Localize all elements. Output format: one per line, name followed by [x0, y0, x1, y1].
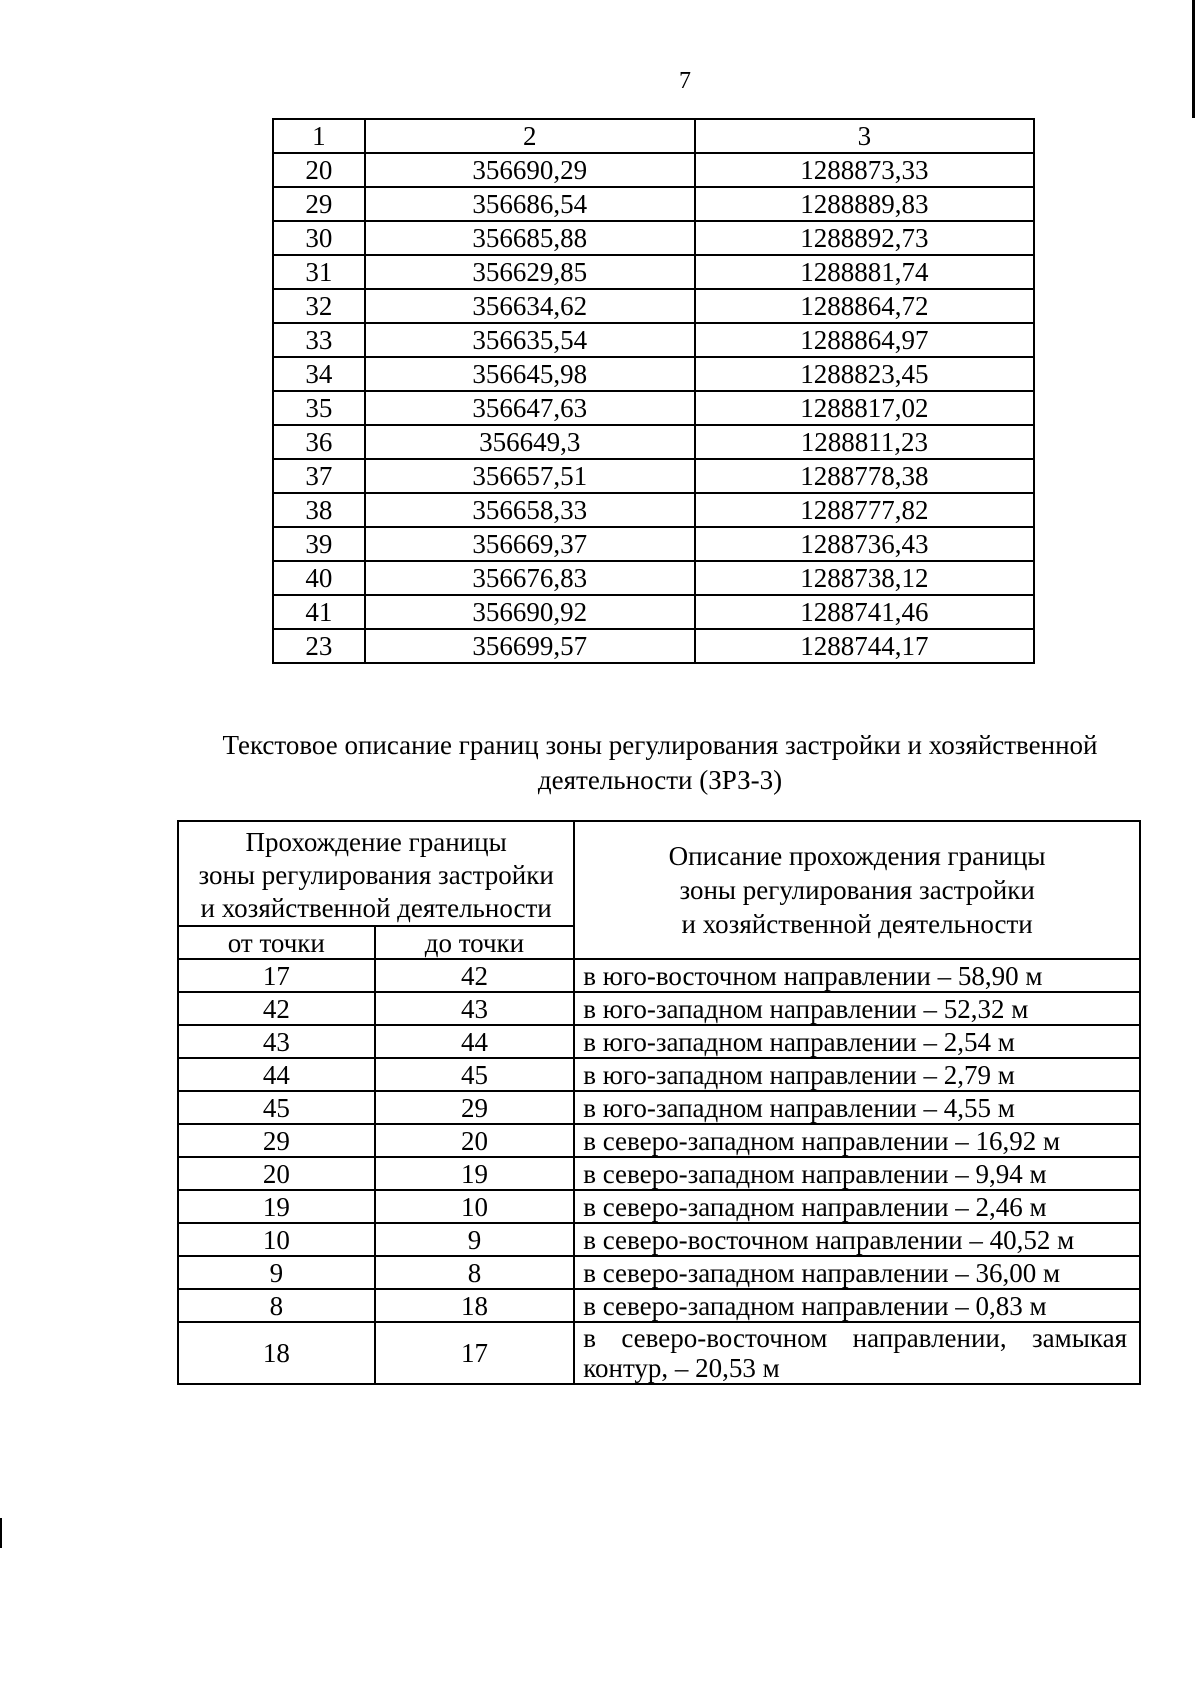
table-row — [178, 959, 1140, 992]
cell-to-point: 45 — [375, 1058, 575, 1091]
cell-from-point: 29 — [178, 1124, 375, 1157]
cell-to-point: 9 — [375, 1223, 575, 1256]
table-row — [178, 1025, 1140, 1058]
header-cell-y: 3 — [695, 119, 1034, 153]
boundary-table-body — [178, 821, 1140, 1384]
cell-point-number: 36 — [273, 425, 365, 459]
cell-description: в юго-восточном направлении – 58,90 м — [574, 959, 1140, 992]
cell-from-point: 44 — [178, 1058, 375, 1091]
cell-y-coordinate: 1288881,74 — [695, 255, 1034, 289]
cell-from-point: 9 — [178, 1256, 375, 1289]
table-header-row — [273, 119, 1034, 153]
cell-y-coordinate: 1288864,72 — [695, 289, 1034, 323]
cell-to-point: 29 — [375, 1091, 575, 1124]
cell-to-point: 20 — [375, 1124, 575, 1157]
cell-to-point: 10 — [375, 1190, 575, 1223]
cell-to-point: 44 — [375, 1025, 575, 1058]
description-line: в северо-восточном направлении, замыкая — [583, 1323, 1127, 1353]
table-row — [273, 255, 1034, 289]
cell-x-coordinate: 356645,98 — [365, 357, 695, 391]
cell-point-number: 34 — [273, 357, 365, 391]
cell-from-point: 18 — [178, 1322, 375, 1384]
table-row — [273, 323, 1034, 357]
cell-description — [574, 1322, 1140, 1384]
cell-y-coordinate: 1288736,43 — [695, 527, 1034, 561]
table-row — [178, 1289, 1140, 1322]
cell-description: в северо-западном направлении – 9,94 м — [574, 1157, 1140, 1190]
cell-point-number: 29 — [273, 187, 365, 221]
header-text-line: зоны регулирования застройки — [679, 875, 1035, 905]
cell-from-point: 10 — [178, 1223, 375, 1256]
cell-point-number: 41 — [273, 595, 365, 629]
cell-x-coordinate: 356685,88 — [365, 221, 695, 255]
header-cell-point: 1 — [273, 119, 365, 153]
table-row — [178, 1223, 1140, 1256]
header-to-point: до точки — [375, 926, 575, 959]
description-line: контур, – 20,53 м — [583, 1353, 780, 1383]
cell-x-coordinate: 356699,57 — [365, 629, 695, 663]
table-row — [178, 1256, 1140, 1289]
cell-point-number: 35 — [273, 391, 365, 425]
cell-description: в северо-западном направлении – 2,46 м — [574, 1190, 1140, 1223]
cell-x-coordinate: 356669,37 — [365, 527, 695, 561]
header-text-line: Прохождение границы — [245, 827, 507, 857]
table-row — [178, 1157, 1140, 1190]
cell-point-number: 39 — [273, 527, 365, 561]
table-row — [273, 561, 1034, 595]
cell-description: в северо-западном направлении – 0,83 м — [574, 1289, 1140, 1322]
scan-edge-mark — [1192, 0, 1195, 118]
cell-y-coordinate: 1288738,12 — [695, 561, 1034, 595]
header-boundary-passage — [178, 821, 574, 926]
cell-from-point: 19 — [178, 1190, 375, 1223]
table-row — [178, 1091, 1140, 1124]
table-row — [273, 425, 1034, 459]
cell-to-point: 8 — [375, 1256, 575, 1289]
cell-y-coordinate: 1288778,38 — [695, 459, 1034, 493]
header-text-line: и хозяйственной деятельности — [200, 893, 552, 923]
cell-from-point: 43 — [178, 1025, 375, 1058]
cell-y-coordinate: 1288741,46 — [695, 595, 1034, 629]
table-row — [178, 1322, 1140, 1384]
coordinates-table-body — [273, 119, 1034, 663]
page-number: 7 — [679, 68, 691, 94]
cell-y-coordinate: 1288777,82 — [695, 493, 1034, 527]
cell-y-coordinate: 1288864,97 — [695, 323, 1034, 357]
cell-to-point: 17 — [375, 1322, 575, 1384]
scan-edge-mark — [0, 1518, 2, 1548]
cell-description: в юго-западном направлении – 52,32 м — [574, 992, 1140, 1025]
table-row — [273, 527, 1034, 561]
cell-from-point: 42 — [178, 992, 375, 1025]
table-row — [273, 221, 1034, 255]
table-row — [273, 629, 1034, 663]
cell-description: в юго-западном направлении – 2,54 м — [574, 1025, 1140, 1058]
section-title — [170, 728, 1150, 798]
section-title-line-2: деятельности (ЗРЗ-3) — [537, 765, 783, 795]
cell-to-point: 43 — [375, 992, 575, 1025]
header-cell-x: 2 — [365, 119, 695, 153]
cell-x-coordinate: 356635,54 — [365, 323, 695, 357]
cell-point-number: 33 — [273, 323, 365, 357]
cell-from-point: 45 — [178, 1091, 375, 1124]
cell-x-coordinate: 356690,92 — [365, 595, 695, 629]
cell-point-number: 37 — [273, 459, 365, 493]
cell-point-number: 40 — [273, 561, 365, 595]
cell-point-number: 20 — [273, 153, 365, 187]
cell-to-point: 42 — [375, 959, 575, 992]
cell-x-coordinate: 356657,51 — [365, 459, 695, 493]
header-text-line: зоны регулирования застройки — [198, 860, 554, 890]
cell-x-coordinate: 356634,62 — [365, 289, 695, 323]
table-row — [273, 187, 1034, 221]
cell-from-point: 20 — [178, 1157, 375, 1190]
table-row — [178, 1124, 1140, 1157]
cell-x-coordinate: 356649,3 — [365, 425, 695, 459]
table-row — [273, 391, 1034, 425]
cell-x-coordinate: 356686,54 — [365, 187, 695, 221]
cell-to-point: 19 — [375, 1157, 575, 1190]
cell-x-coordinate: 356690,29 — [365, 153, 695, 187]
coordinates-table — [272, 118, 1035, 664]
section-title-line-1: Текстовое описание границ зоны регулирования застройки и хозяйственной — [222, 730, 1098, 760]
table-row — [273, 459, 1034, 493]
header-boundary-description — [574, 821, 1140, 959]
cell-description: в северо-западном направлении – 16,92 м — [574, 1124, 1140, 1157]
table-row — [273, 493, 1034, 527]
header-text-line: и хозяйственной деятельности — [681, 909, 1033, 939]
cell-y-coordinate: 1288892,73 — [695, 221, 1034, 255]
cell-description: в юго-западном направлении – 4,55 м — [574, 1091, 1140, 1124]
cell-y-coordinate: 1288811,23 — [695, 425, 1034, 459]
cell-y-coordinate: 1288873,33 — [695, 153, 1034, 187]
cell-y-coordinate: 1288744,17 — [695, 629, 1034, 663]
cell-x-coordinate: 356676,83 — [365, 561, 695, 595]
table-row — [273, 153, 1034, 187]
cell-point-number: 38 — [273, 493, 365, 527]
table-header-row — [178, 821, 1140, 926]
table-row — [178, 1058, 1140, 1091]
header-text-line: Описание прохождения границы — [668, 841, 1046, 871]
header-from-point: от точки — [178, 926, 375, 959]
cell-from-point: 8 — [178, 1289, 375, 1322]
cell-from-point: 17 — [178, 959, 375, 992]
cell-x-coordinate: 356647,63 — [365, 391, 695, 425]
cell-point-number: 23 — [273, 629, 365, 663]
cell-description: в северо-восточном направлении – 40,52 м — [574, 1223, 1140, 1256]
cell-x-coordinate: 356658,33 — [365, 493, 695, 527]
table-row — [273, 595, 1034, 629]
cell-y-coordinate: 1288823,45 — [695, 357, 1034, 391]
cell-y-coordinate: 1288889,83 — [695, 187, 1034, 221]
cell-description: в северо-западном направлении – 36,00 м — [574, 1256, 1140, 1289]
cell-x-coordinate: 356629,85 — [365, 255, 695, 289]
cell-point-number: 31 — [273, 255, 365, 289]
boundary-description-table — [177, 820, 1141, 1385]
cell-to-point: 18 — [375, 1289, 575, 1322]
cell-description: в юго-западном направлении – 2,79 м — [574, 1058, 1140, 1091]
table-row — [178, 992, 1140, 1025]
cell-point-number: 32 — [273, 289, 365, 323]
table-row — [178, 1190, 1140, 1223]
cell-y-coordinate: 1288817,02 — [695, 391, 1034, 425]
table-row — [273, 289, 1034, 323]
cell-point-number: 30 — [273, 221, 365, 255]
table-row — [273, 357, 1034, 391]
